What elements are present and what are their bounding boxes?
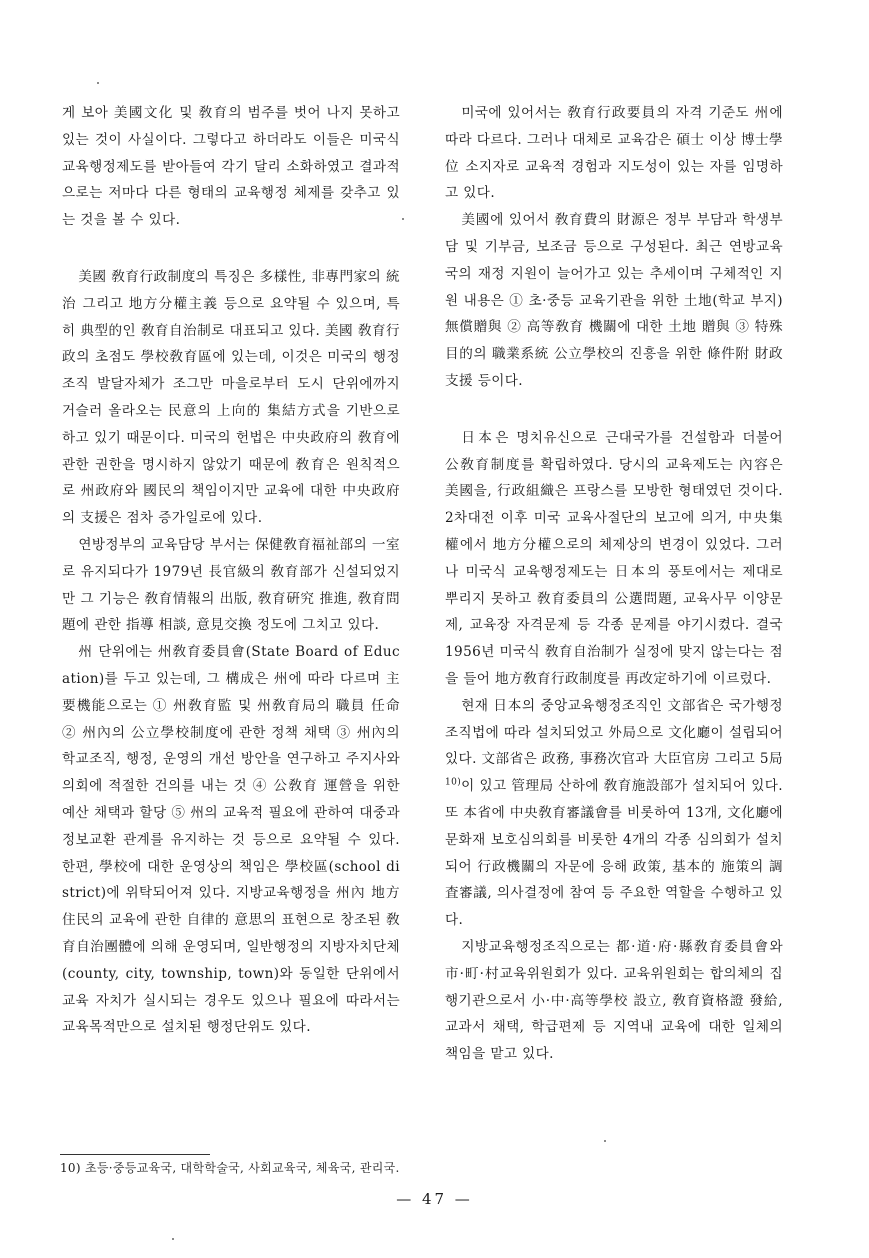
- paragraph: 美國 敎育行政制度의 특징은 多樣性, 非專門家의 統治 그리고 地方分權主義 등으로 요약될 수 있으며, 특히 典型的인 敎育自治制로 대표되고 있다. 美國 敎育行政의 초점도 學校敎育區에 있는데, 이것은 미국의 행정조직 발달자체가 조그만 마을로부터 도시 단위에까지 거슬러 올라오는 民意의 上向的 集結方式을 기반으로 하고 있기 때문이다. 미국의 헌법은 中央政府의 敎育에 관한 권한을 명시하지 않았기 때문에 敎育은 원칙적으로 州政府와 國民의 책임이지만 교육에 대한 中央政府의 支援은 점차 증가일로에 있다.: [62, 268, 400, 527]
- paragraph: [445, 693, 783, 934]
- paragraph-text: 현재 日本의 중앙교육행정조직인 文部省은 국가행정조직법에 따라 설치되었고 外局으로 文化廳이 설립되어 있다. 文部省은 政務, 事務次官과 大臣官房 그리고 5局: [445, 697, 783, 768]
- page-number: — 47 —: [396, 1190, 473, 1208]
- paragraph: 게 보아 美國文化 및 敎育의 범주를 벗어 나지 못하고 있는 것이 사실이다. 그렇다고 하더라도 이들은 미국식 교육행정제도를 받아들여 각기 달리 소화하였고 결과적으로는 저마다 다른 형태의 교육행정 체제를 갖추고 있는 것을 볼 수 있다.: [62, 105, 400, 229]
- paragraph: 지방교육행정조직으로는 都·道·府·縣敎育委員會와 市·町·村교육위원회가 있다. 교육위원회는 합의체의 집행기관으로서 小·中·高等學校 設立, 敎育資格證 發給, 교과서 채택, 학급편제 등 지역내 교육에 대한 일체의 책임을 맡고 있다.: [445, 938, 783, 1063]
- right-column: [445, 100, 783, 1068]
- footnote-ref[interactable]: 10): [445, 777, 462, 788]
- paragraph: 州 단위에는 州敎育委員會(State Board of Education)를 두고 있는데, 그 構成은 州에 따라 다르며 主要機能으로는 ① 州敎育監 및 州敎育局의 職員 任命 ② 州內의 公立學校制度에 관한 정책 채택 ③ 州內의 학교조직, 행정, 운영의 개선 방안을 연구하고 주지사와 의회에 적절한 건의를 내는 것 ④ 公敎育 運營을 위한 예산 채택과 할당 ⑤ 州의 교육적 필요에 관하여 대중과 정보교환 관계를 유지하는 것 등으로 요약될 수 있다. 한편, 學校에 대한 운영상의 책임은 學校區(school district)에 위탁되어져 있다. 지방교육행정을 州內 地方住民의 교육에 관한 自律的 意思의 표현으로 창조된 敎育自治團體에 의해 운영되며, 일반행정의 지방자치단체 (county, city, township, town)와 동일한 단위에서 교육 자치가 실시되는 경우도 있으나 필요에 따라서는 교육목적만으로 설치된 행정단위도 있다.: [62, 644, 400, 1036]
- scan-speck: [97, 82, 99, 84]
- scan-speck: [402, 218, 404, 220]
- paragraph-text: 이 있고 管理局 산하에 敎育施設部가 설치되어 있다. 또 本省에 中央敎育審議會를 비롯하여 13개, 文化廳에 문화재 보호심의회를 비롯한 4개의 각종 심의회가 설치되어 行政機關의 자문에 응해 政策, 基本的 施策의 調査審議, 의사결정에 참여 등 주요한 역할을 수행하고 있다.: [445, 778, 783, 929]
- footnote-divider: [60, 1154, 210, 1155]
- footnote: 10) 초등·중등교육국, 대학학술국, 사회교육국, 체육국, 관리국.: [60, 1161, 400, 1175]
- scan-speck: [172, 1238, 174, 1240]
- paragraph: 미국에 있어서는 敎育行政要員의 자격 기준도 州에 따라 다르다. 그러나 대체로 교육감은 碩士 이상 博士學位 소지자로 교육적 경험과 지도성이 있는 자를 임명하고 있다.: [445, 105, 783, 202]
- paragraph: 日本은 명치유신으로 근대국가를 건설함과 더불어 公敎育制度를 확립하였다. 당시의 교육제도는 內容은 美國을, 行政組織은 프랑스를 모방한 형태였던 것이다. 2차대전 이후 미국 교육사절단의 보고에 의거, 中央集權에서 地方分權으로의 체제상의 변경이 있었다. 그러나 미국식 교육행정제도는 日本의 풍토에서는 제대로 뿌리지 못하고 敎育委員의 公選問題, 교육사무 이양문제, 교육장 자격문제 등 각종 문제를 야기시켰다. 결국 1956년 미국식 敎育自治制가 실정에 맞지 않는다는 점을 들어 地方敎育行政制度를 再改定하기에 이르렀다.: [445, 429, 783, 687]
- paragraph: 연방정부의 교육담당 부서는 保健敎育福祉部의 一室로 유지되다가 1979년 長官級의 敎育部가 신설되었지만 그 기능은 敎育情報의 出版, 敎育硏究 推進, 敎育問題에 관한 指導 相談, 意見交換 정도에 그치고 있다.: [62, 536, 400, 634]
- paragraph: 美國에 있어서 敎育費의 財源은 정부 부담과 학생부담 및 기부금, 보조금 등으로 구성된다. 최근 연방교육국의 재정 지원이 늘어가고 있는 추세이며 구체적인 지원 내용은 ① 초·중등 교육기관을 위한 土地(학교 부지) 無償贈與 ② 高等敎育 機關에 대한 土地 贈與 ③ 特殊目的의 職業系統 公立學校의 진흥을 위한 條件附 財政支援 등이다.: [445, 212, 783, 389]
- scan-speck: [604, 1140, 606, 1142]
- left-column: [62, 100, 400, 1041]
